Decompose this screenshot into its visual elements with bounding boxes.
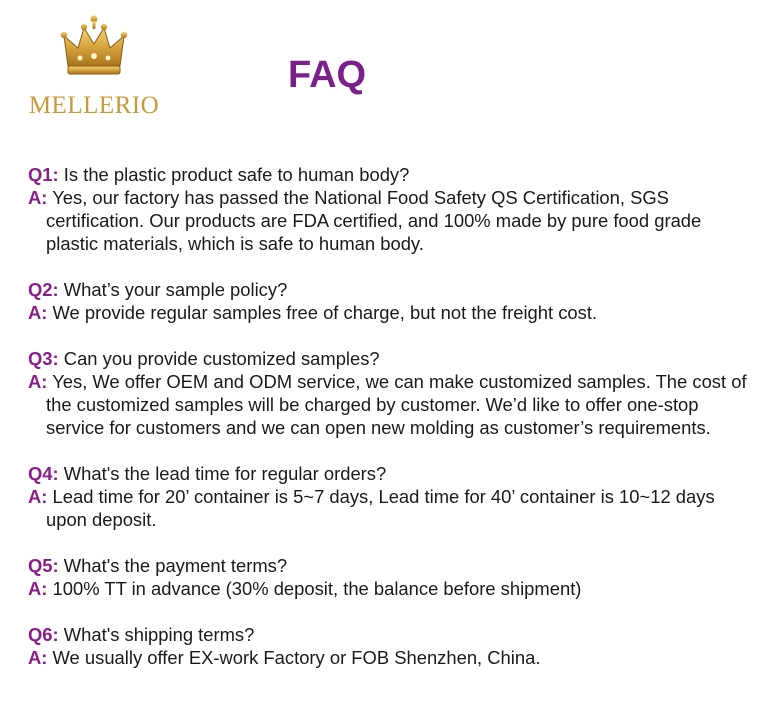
faq-list	[28, 163, 753, 692]
question-text: What's the lead time for regular orders?	[63, 463, 387, 484]
faq-item	[28, 554, 753, 600]
brand-logo	[28, 14, 160, 124]
question-tag: Q3	[28, 348, 53, 369]
crown-icon	[58, 14, 130, 86]
answer	[28, 577, 753, 600]
question-text: What’s your sample policy?	[63, 279, 288, 300]
answer	[28, 485, 753, 531]
question-tag: Q2	[28, 279, 53, 300]
answer-text: 100% TT in advance (30% deposit, the balance before shipment)	[52, 578, 582, 599]
faq-item	[28, 623, 753, 669]
question-tag: Q1	[28, 164, 53, 185]
question: Q4: What's the lead time for regular orders?	[28, 463, 387, 484]
answer	[28, 301, 753, 324]
question: Q3: Can you provide customized samples?	[28, 348, 380, 369]
question: Q2: What’s your sample policy?	[28, 279, 288, 300]
question-text: Is the plastic product safe to human body?	[63, 164, 410, 185]
answer-text: Lead time for 20’ container is 5~7 days, Lead time for 40’ container is 10~12 days upon deposit.	[46, 486, 715, 530]
page-title: FAQ	[288, 54, 367, 96]
answer-text: Yes, our factory has passed the National Food Safety QS Certification, SGS certification. Our products are FDA certified, and 100% made by pure food grade plastic materials, which is safe to human body.	[46, 187, 702, 254]
answer-text: We provide regular samples free of charge, but not the freight cost.	[52, 302, 598, 323]
question: Q5: What's the payment terms?	[28, 555, 288, 576]
question: Q1: Is the plastic product safe to human body?	[28, 164, 410, 185]
faq-item	[28, 462, 753, 531]
brand-name: MELLERIO	[28, 92, 160, 119]
answer-tag: A:	[28, 371, 48, 392]
faq-item	[28, 347, 753, 439]
answer-tag: A:	[28, 187, 48, 208]
answer	[28, 646, 753, 669]
answer	[28, 186, 753, 255]
question: Q6: What's shipping terms?	[28, 624, 255, 645]
question-text: Can you provide customized samples?	[63, 348, 380, 369]
answer-tag: A:	[28, 302, 48, 323]
answer-tag: A:	[28, 578, 48, 599]
answer-tag: A:	[28, 486, 48, 507]
question-tag: Q6	[28, 624, 53, 645]
question-tag: Q4	[28, 463, 53, 484]
answer	[28, 370, 753, 439]
answer-tag: A:	[28, 647, 48, 668]
faq-item	[28, 163, 753, 255]
faq-item	[28, 278, 753, 324]
question-tag: Q5	[28, 555, 53, 576]
answer-text: We usually offer EX-work Factory or FOB Shenzhen, China.	[52, 647, 541, 668]
question-text: What's shipping terms?	[63, 624, 255, 645]
question-text: What's the payment terms?	[63, 555, 288, 576]
answer-text: Yes, We offer OEM and ODM service, we can make customized samples. The cost of the customized samples will be charged by customer. We’d like to offer one-stop service for customers and we can open new molding as customer’s requirements.	[46, 371, 747, 438]
